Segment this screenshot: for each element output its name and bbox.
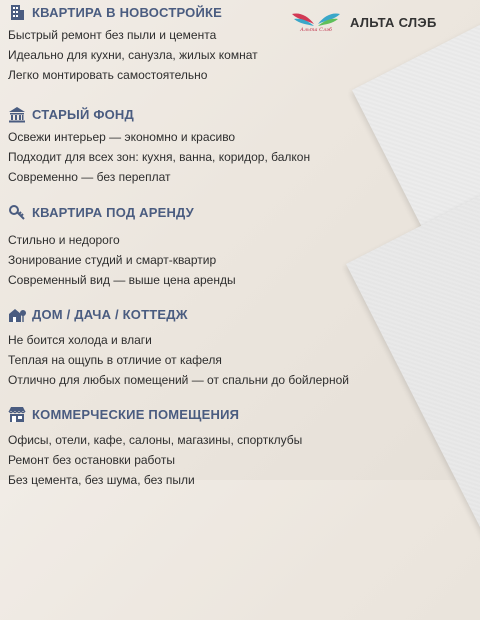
- list-item: Идеально для кухни, санузла, жилых комнат: [8, 48, 258, 62]
- list-item: Офисы, отели, кафе, салоны, магазины, спортклубы: [8, 433, 303, 447]
- section-commercial: [8, 404, 302, 490]
- list-item: Быстрый ремонт без пыли и цемента: [8, 28, 217, 42]
- list-item: Стильно и недорого: [8, 233, 120, 247]
- list-item: Легко монтировать самостоятельно: [8, 68, 208, 82]
- list-item: Не боится холода и влаги: [8, 333, 152, 347]
- shop-icon: [8, 405, 26, 423]
- list-item: Современно — без переплат: [8, 170, 171, 184]
- section-rental-apartment: [8, 202, 236, 290]
- section-new-apartment: [8, 2, 258, 85]
- list-item: Ремонт без остановки работы: [8, 453, 175, 467]
- svg-text:Альта Слэб: Альта Слэб: [300, 27, 332, 33]
- house-tree-icon: [8, 305, 26, 323]
- list-item: Подходит для всех зон: кухня, ванна, коридор, балкон: [8, 150, 311, 164]
- list-item: Без цемента, без шума, без пыли: [8, 473, 195, 487]
- list-item: Освежи интерьер — экономно и красиво: [8, 130, 236, 144]
- section-title: КВАРТИРА ПОД АРЕНДУ: [32, 204, 194, 220]
- section-title: СТАРЫЙ ФОНД: [32, 106, 134, 122]
- wall-panel-front: [346, 146, 480, 620]
- key-icon: [8, 203, 26, 221]
- classic-building-icon: [8, 105, 26, 123]
- section-title: ДОМ / ДАЧА / КОТТЕДЖ: [32, 306, 188, 322]
- list-item: Отлично для любых помещений — от спальни до бойлерной: [8, 373, 349, 387]
- section-title: КОММЕРЧЕСКИЕ ПОМЕЩЕНИЯ: [32, 406, 240, 422]
- brand-logo: [290, 8, 342, 36]
- section-old-fund: [8, 104, 310, 187]
- list-item: Современный вид — выше цена аренды: [8, 273, 236, 287]
- list-item: Зонирование студий и смарт-квартир: [8, 253, 217, 267]
- building-icon: [8, 3, 26, 21]
- brand-name: АЛЬТА СЛЭБ: [350, 14, 437, 30]
- wings-logo-icon: [290, 8, 342, 36]
- section-title: КВАРТИРА В НОВОСТРОЙКЕ: [32, 4, 223, 20]
- section-house-cottage: [8, 304, 349, 390]
- brand: [290, 8, 437, 36]
- list-item: Теплая на ощупь в отличие от кафеля: [8, 353, 222, 367]
